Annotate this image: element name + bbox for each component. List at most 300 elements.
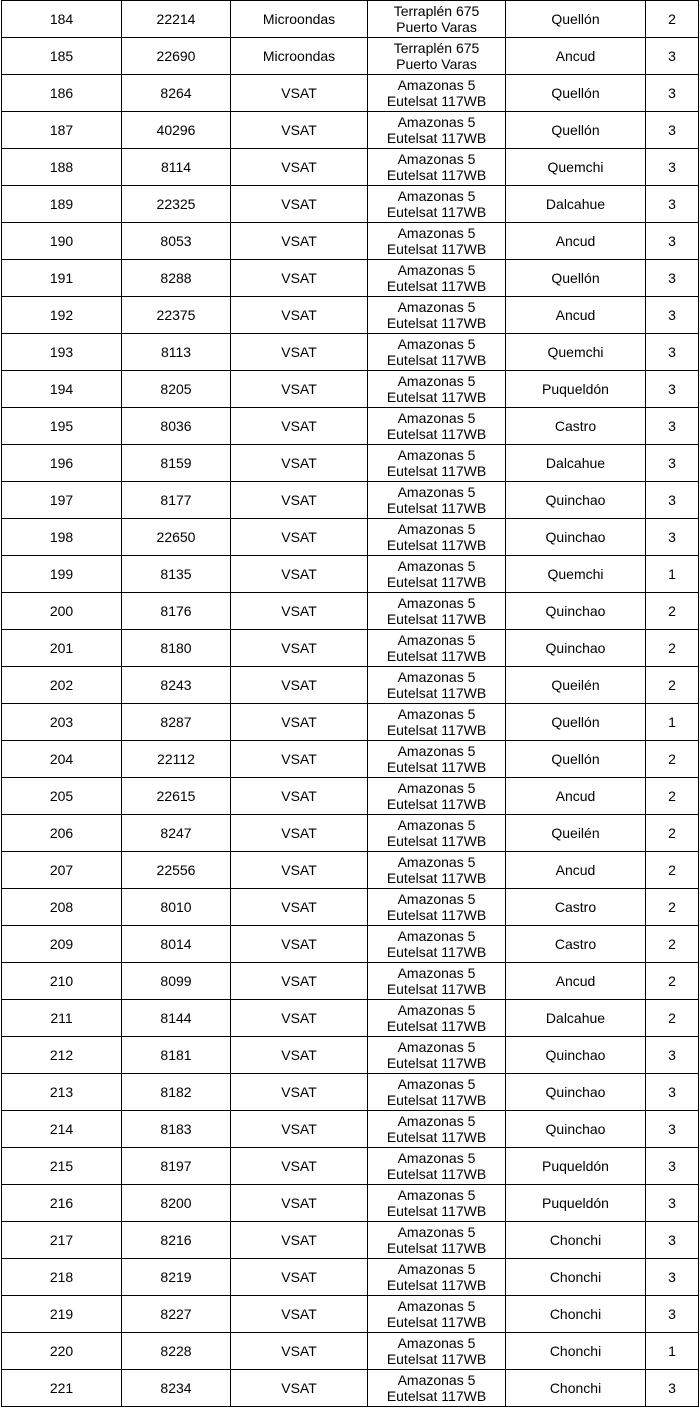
satellite-cell: [368, 889, 506, 926]
table-row: [2, 1111, 699, 1148]
satellite-line: Amazonas 5: [397, 965, 476, 981]
row-number-cell: 203: [2, 704, 122, 741]
satellite-line: Amazonas 5: [397, 151, 476, 167]
satellite-line: Terraplén 675: [393, 40, 480, 56]
site-id-cell: 8264: [122, 75, 231, 112]
site-id-cell: 8177: [122, 482, 231, 519]
table-row: [2, 408, 699, 445]
satellite-cell: [368, 1074, 506, 1111]
table-row: [2, 1185, 699, 1222]
site-id-cell: 8287: [122, 704, 231, 741]
row-number-cell: 195: [2, 408, 122, 445]
technology-cell: VSAT: [231, 852, 368, 889]
site-id-cell: 8288: [122, 260, 231, 297]
satellite-line: Amazonas 5: [397, 1002, 476, 1018]
satellite-cell: [368, 926, 506, 963]
row-number-cell: 218: [2, 1259, 122, 1296]
value-cell: 3: [646, 112, 699, 149]
satellite-line: Eutelsat 117WB: [386, 944, 487, 960]
row-number-cell: 212: [2, 1037, 122, 1074]
satellite-cell: [368, 149, 506, 186]
satellite-line: Amazonas 5: [397, 1076, 476, 1092]
site-id-cell: 8200: [122, 1185, 231, 1222]
site-id-cell: 22325: [122, 186, 231, 223]
table-row: [2, 334, 699, 371]
site-id-cell: 8228: [122, 1333, 231, 1370]
data-table: [1, 0, 699, 1407]
technology-cell: VSAT: [231, 1037, 368, 1074]
commune-cell: Puqueldón: [506, 371, 646, 408]
site-id-cell: 8234: [122, 1370, 231, 1407]
site-id-cell: 8144: [122, 1000, 231, 1037]
table-row: [2, 1037, 699, 1074]
satellite-line: Eutelsat 117WB: [386, 1203, 487, 1219]
satellite-line: Amazonas 5: [397, 225, 476, 241]
row-number-cell: 189: [2, 186, 122, 223]
satellite-line: Eutelsat 117WB: [386, 463, 487, 479]
value-cell: 2: [646, 926, 699, 963]
satellite-line: Amazonas 5: [397, 558, 476, 574]
satellite-line: Amazonas 5: [397, 1335, 476, 1351]
satellite-line: Amazonas 5: [397, 521, 476, 537]
row-number-cell: 219: [2, 1296, 122, 1333]
satellite-line: Eutelsat 117WB: [386, 981, 487, 997]
row-number-cell: 202: [2, 667, 122, 704]
satellite-line: Eutelsat 117WB: [386, 833, 487, 849]
commune-cell: Puqueldón: [506, 1148, 646, 1185]
value-cell: 3: [646, 519, 699, 556]
table-row: [2, 815, 699, 852]
commune-cell: Chonchi: [506, 1259, 646, 1296]
site-id-cell: 8243: [122, 667, 231, 704]
value-cell: 3: [646, 1037, 699, 1074]
satellite-line: Eutelsat 117WB: [386, 907, 487, 923]
satellite-line: Puerto Varas: [396, 19, 477, 35]
site-id-cell: 8247: [122, 815, 231, 852]
row-number-cell: 221: [2, 1370, 122, 1407]
commune-cell: Dalcahue: [506, 445, 646, 482]
value-cell: 2: [646, 667, 699, 704]
row-number-cell: 190: [2, 223, 122, 260]
technology-cell: VSAT: [231, 223, 368, 260]
value-cell: 3: [646, 482, 699, 519]
value-cell: 2: [646, 1000, 699, 1037]
satellite-cell: [368, 408, 506, 445]
satellite-cell: [368, 482, 506, 519]
satellite-cell: [368, 815, 506, 852]
satellite-line: Amazonas 5: [397, 410, 476, 426]
site-id-cell: 8010: [122, 889, 231, 926]
value-cell: 3: [646, 75, 699, 112]
value-cell: 2: [646, 630, 699, 667]
satellite-line: Amazonas 5: [397, 299, 476, 315]
table-row: [2, 889, 699, 926]
satellite-cell: [368, 445, 506, 482]
table-row: [2, 556, 699, 593]
satellite-line: Amazonas 5: [397, 632, 476, 648]
commune-cell: Chonchi: [506, 1222, 646, 1259]
satellite-line: Eutelsat 117WB: [386, 1166, 487, 1182]
value-cell: 1: [646, 556, 699, 593]
satellite-line: Amazonas 5: [397, 336, 476, 352]
row-number-cell: 215: [2, 1148, 122, 1185]
technology-cell: VSAT: [231, 519, 368, 556]
satellite-line: Amazonas 5: [397, 114, 476, 130]
site-id-cell: 22615: [122, 778, 231, 815]
site-id-cell: 8053: [122, 223, 231, 260]
site-id-cell: 8014: [122, 926, 231, 963]
satellite-line: Eutelsat 117WB: [386, 611, 487, 627]
table-row: [2, 75, 699, 112]
row-number-cell: 210: [2, 963, 122, 1000]
site-id-cell: 8036: [122, 408, 231, 445]
value-cell: 1: [646, 704, 699, 741]
table-row: [2, 778, 699, 815]
satellite-line: Terraplén 675: [393, 3, 480, 19]
satellite-line: Eutelsat 117WB: [386, 1240, 487, 1256]
row-number-cell: 207: [2, 852, 122, 889]
table-row: [2, 112, 699, 149]
commune-cell: Ancud: [506, 297, 646, 334]
satellite-line: Eutelsat 117WB: [386, 722, 487, 738]
row-number-cell: 217: [2, 1222, 122, 1259]
row-number-cell: 200: [2, 593, 122, 630]
technology-cell: VSAT: [231, 1370, 368, 1407]
technology-cell: VSAT: [231, 556, 368, 593]
commune-cell: Castro: [506, 408, 646, 445]
commune-cell: Quinchao: [506, 593, 646, 630]
technology-cell: VSAT: [231, 149, 368, 186]
technology-cell: VSAT: [231, 815, 368, 852]
satellite-line: Amazonas 5: [397, 188, 476, 204]
site-id-cell: 8182: [122, 1074, 231, 1111]
satellite-line: Amazonas 5: [397, 77, 476, 93]
row-number-cell: 186: [2, 75, 122, 112]
site-id-cell: 8180: [122, 630, 231, 667]
commune-cell: Ancud: [506, 963, 646, 1000]
satellite-line: Eutelsat 117WB: [386, 426, 487, 442]
value-cell: 3: [646, 1296, 699, 1333]
commune-cell: Quellón: [506, 75, 646, 112]
value-cell: 3: [646, 1185, 699, 1222]
commune-cell: Quemchi: [506, 149, 646, 186]
satellite-cell: [368, 1037, 506, 1074]
technology-cell: Microondas: [231, 1, 368, 38]
satellite-cell: [368, 1259, 506, 1296]
technology-cell: VSAT: [231, 334, 368, 371]
value-cell: 3: [646, 1259, 699, 1296]
commune-cell: Quellón: [506, 1, 646, 38]
table-row: [2, 667, 699, 704]
table-row: [2, 1259, 699, 1296]
satellite-line: Eutelsat 117WB: [386, 1388, 487, 1404]
technology-cell: VSAT: [231, 260, 368, 297]
commune-cell: Quemchi: [506, 556, 646, 593]
value-cell: 2: [646, 593, 699, 630]
commune-cell: Dalcahue: [506, 1000, 646, 1037]
site-id-cell: 8197: [122, 1148, 231, 1185]
row-number-cell: 187: [2, 112, 122, 149]
value-cell: 3: [646, 149, 699, 186]
commune-cell: Quellón: [506, 260, 646, 297]
value-cell: 3: [646, 445, 699, 482]
commune-cell: Quinchao: [506, 1111, 646, 1148]
satellite-cell: [368, 1333, 506, 1370]
satellite-line: Amazonas 5: [397, 743, 476, 759]
satellite-line: Amazonas 5: [397, 484, 476, 500]
table-row: [2, 1, 699, 38]
commune-cell: Ancud: [506, 852, 646, 889]
table-row: [2, 593, 699, 630]
satellite-cell: [368, 1148, 506, 1185]
commune-cell: Ancud: [506, 778, 646, 815]
site-id-cell: 8113: [122, 334, 231, 371]
commune-cell: Quinchao: [506, 1074, 646, 1111]
commune-cell: Quinchao: [506, 630, 646, 667]
satellite-line: Eutelsat 117WB: [386, 241, 487, 257]
row-number-cell: 204: [2, 741, 122, 778]
site-id-cell: 8216: [122, 1222, 231, 1259]
row-number-cell: 199: [2, 556, 122, 593]
satellite-line: Puerto Varas: [396, 56, 477, 72]
row-number-cell: 214: [2, 1111, 122, 1148]
satellite-cell: [368, 1222, 506, 1259]
value-cell: 1: [646, 1333, 699, 1370]
site-id-cell: 8183: [122, 1111, 231, 1148]
table-row: [2, 704, 699, 741]
satellite-line: Amazonas 5: [397, 1372, 476, 1388]
satellite-line: Eutelsat 117WB: [386, 759, 487, 775]
satellite-line: Eutelsat 117WB: [386, 315, 487, 331]
satellite-line: Eutelsat 117WB: [386, 130, 487, 146]
technology-cell: VSAT: [231, 186, 368, 223]
satellite-line: Amazonas 5: [397, 1187, 476, 1203]
commune-cell: Chonchi: [506, 1333, 646, 1370]
value-cell: 3: [646, 223, 699, 260]
technology-cell: VSAT: [231, 1185, 368, 1222]
value-cell: 3: [646, 297, 699, 334]
technology-cell: VSAT: [231, 1111, 368, 1148]
satellite-cell: [368, 112, 506, 149]
commune-cell: Quemchi: [506, 334, 646, 371]
table-row: [2, 260, 699, 297]
row-number-cell: 209: [2, 926, 122, 963]
commune-cell: Chonchi: [506, 1370, 646, 1407]
commune-cell: Chonchi: [506, 1296, 646, 1333]
satellite-line: Amazonas 5: [397, 447, 476, 463]
table-row: [2, 482, 699, 519]
satellite-cell: [368, 371, 506, 408]
site-id-cell: 8227: [122, 1296, 231, 1333]
commune-cell: Ancud: [506, 223, 646, 260]
satellite-line: Amazonas 5: [397, 928, 476, 944]
technology-cell: VSAT: [231, 1296, 368, 1333]
commune-cell: Dalcahue: [506, 186, 646, 223]
satellite-cell: [368, 1370, 506, 1407]
site-id-cell: 8135: [122, 556, 231, 593]
site-id-cell: 40296: [122, 112, 231, 149]
technology-cell: VSAT: [231, 889, 368, 926]
satellite-cell: [368, 741, 506, 778]
technology-cell: VSAT: [231, 1333, 368, 1370]
technology-cell: VSAT: [231, 482, 368, 519]
site-id-cell: 8219: [122, 1259, 231, 1296]
satellite-cell: [368, 334, 506, 371]
satellite-line: Eutelsat 117WB: [386, 574, 487, 590]
table-row: [2, 186, 699, 223]
technology-cell: VSAT: [231, 112, 368, 149]
technology-cell: VSAT: [231, 667, 368, 704]
table-row: [2, 1148, 699, 1185]
table-row: [2, 852, 699, 889]
value-cell: 2: [646, 815, 699, 852]
row-number-cell: 184: [2, 1, 122, 38]
value-cell: 3: [646, 38, 699, 75]
table-row: [2, 519, 699, 556]
value-cell: 2: [646, 778, 699, 815]
satellite-line: Amazonas 5: [397, 706, 476, 722]
satellite-line: Amazonas 5: [397, 817, 476, 833]
commune-cell: Queilén: [506, 815, 646, 852]
commune-cell: Quellón: [506, 741, 646, 778]
site-id-cell: 22650: [122, 519, 231, 556]
satellite-line: Eutelsat 117WB: [386, 1129, 487, 1145]
satellite-cell: [368, 778, 506, 815]
technology-cell: VSAT: [231, 445, 368, 482]
commune-cell: Castro: [506, 889, 646, 926]
satellite-line: Eutelsat 117WB: [386, 389, 487, 405]
row-number-cell: 211: [2, 1000, 122, 1037]
value-cell: 3: [646, 260, 699, 297]
row-number-cell: 208: [2, 889, 122, 926]
satellite-cell: [368, 852, 506, 889]
technology-cell: VSAT: [231, 778, 368, 815]
table-row: [2, 1222, 699, 1259]
table-row: [2, 445, 699, 482]
satellite-line: Eutelsat 117WB: [386, 1351, 487, 1367]
satellite-cell: [368, 1000, 506, 1037]
satellite-line: Amazonas 5: [397, 891, 476, 907]
satellite-cell: [368, 75, 506, 112]
technology-cell: VSAT: [231, 741, 368, 778]
satellite-cell: [368, 38, 506, 75]
commune-cell: Quinchao: [506, 519, 646, 556]
row-number-cell: 213: [2, 1074, 122, 1111]
technology-cell: VSAT: [231, 593, 368, 630]
table-row: [2, 630, 699, 667]
satellite-cell: [368, 297, 506, 334]
value-cell: 3: [646, 1111, 699, 1148]
row-number-cell: 185: [2, 38, 122, 75]
row-number-cell: 192: [2, 297, 122, 334]
satellite-line: Eutelsat 117WB: [386, 1092, 487, 1108]
satellite-cell: [368, 186, 506, 223]
value-cell: 2: [646, 889, 699, 926]
row-number-cell: 193: [2, 334, 122, 371]
site-id-cell: 22214: [122, 1, 231, 38]
satellite-cell: [368, 963, 506, 1000]
table-row: [2, 926, 699, 963]
technology-cell: VSAT: [231, 371, 368, 408]
satellite-line: Eutelsat 117WB: [386, 167, 487, 183]
satellite-line: Amazonas 5: [397, 854, 476, 870]
satellite-line: Eutelsat 117WB: [386, 352, 487, 368]
commune-cell: Ancud: [506, 38, 646, 75]
site-id-cell: 22375: [122, 297, 231, 334]
satellite-line: Eutelsat 117WB: [386, 93, 487, 109]
satellite-cell: [368, 1111, 506, 1148]
satellite-line: Amazonas 5: [397, 262, 476, 278]
satellite-cell: [368, 1185, 506, 1222]
value-cell: 2: [646, 852, 699, 889]
satellite-line: Eutelsat 117WB: [386, 204, 487, 220]
satellite-line: Eutelsat 117WB: [386, 648, 487, 664]
commune-cell: Quellón: [506, 112, 646, 149]
table-row: [2, 38, 699, 75]
satellite-cell: [368, 260, 506, 297]
table-row: [2, 297, 699, 334]
site-id-cell: 22556: [122, 852, 231, 889]
row-number-cell: 196: [2, 445, 122, 482]
value-cell: 3: [646, 371, 699, 408]
satellite-line: Eutelsat 117WB: [386, 1055, 487, 1071]
row-number-cell: 188: [2, 149, 122, 186]
satellite-line: Amazonas 5: [397, 1113, 476, 1129]
technology-cell: VSAT: [231, 1000, 368, 1037]
value-cell: 2: [646, 741, 699, 778]
site-id-cell: 22112: [122, 741, 231, 778]
technology-cell: VSAT: [231, 1259, 368, 1296]
row-number-cell: 194: [2, 371, 122, 408]
value-cell: 2: [646, 1, 699, 38]
satellite-line: Eutelsat 117WB: [386, 1314, 487, 1330]
satellite-line: Eutelsat 117WB: [386, 1018, 487, 1034]
satellite-cell: [368, 593, 506, 630]
site-id-cell: 8176: [122, 593, 231, 630]
technology-cell: VSAT: [231, 963, 368, 1000]
satellite-cell: [368, 556, 506, 593]
commune-cell: Queilén: [506, 667, 646, 704]
commune-cell: Quellón: [506, 704, 646, 741]
row-number-cell: 220: [2, 1333, 122, 1370]
row-number-cell: 191: [2, 260, 122, 297]
satellite-cell: [368, 1, 506, 38]
technology-cell: VSAT: [231, 630, 368, 667]
table-row: [2, 223, 699, 260]
row-number-cell: 206: [2, 815, 122, 852]
site-id-cell: 8181: [122, 1037, 231, 1074]
site-id-cell: 8159: [122, 445, 231, 482]
satellite-line: Amazonas 5: [397, 780, 476, 796]
satellite-cell: [368, 667, 506, 704]
commune-cell: Quinchao: [506, 1037, 646, 1074]
site-id-cell: 8114: [122, 149, 231, 186]
satellite-line: Eutelsat 117WB: [386, 685, 487, 701]
commune-cell: Puqueldón: [506, 1185, 646, 1222]
satellite-line: Eutelsat 117WB: [386, 500, 487, 516]
satellite-cell: [368, 223, 506, 260]
satellite-line: Amazonas 5: [397, 1298, 476, 1314]
satellite-cell: [368, 519, 506, 556]
satellite-cell: [368, 704, 506, 741]
site-id-cell: 8205: [122, 371, 231, 408]
table-row: [2, 1074, 699, 1111]
satellite-line: Amazonas 5: [397, 1150, 476, 1166]
technology-cell: VSAT: [231, 704, 368, 741]
site-id-cell: 22690: [122, 38, 231, 75]
table-row: [2, 741, 699, 778]
satellite-line: Amazonas 5: [397, 1261, 476, 1277]
